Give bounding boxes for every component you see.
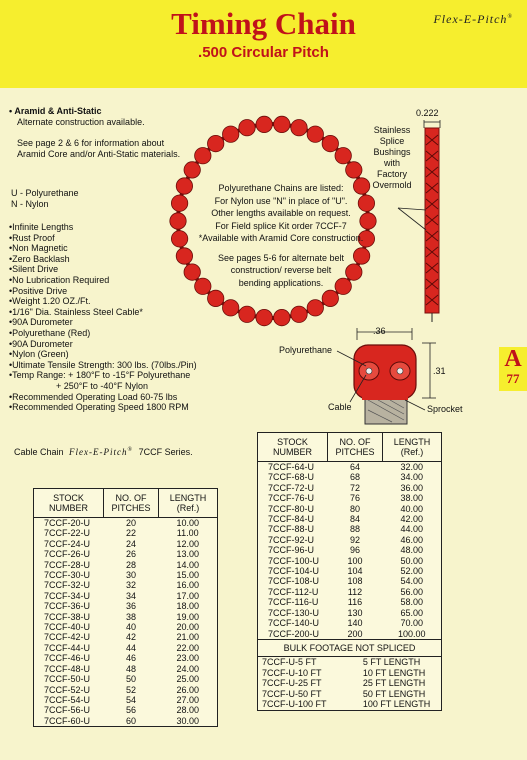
chain-pitch: [208, 290, 224, 306]
dim-height: .31: [433, 366, 446, 376]
length-cell: 100.00: [397, 628, 426, 639]
stock-number-cell: 7CCF-38-U: [44, 611, 91, 622]
pitches-cell: 84: [349, 514, 360, 525]
pitches-cell: 80: [349, 503, 360, 514]
length-cell: 34.00: [400, 472, 423, 483]
stock-number-cell: 7CCF-36-U: [44, 601, 91, 612]
pitches-cell: 52: [125, 684, 136, 695]
feature-item: • Zero Backlash: [9, 254, 197, 265]
chain-pitch: [184, 162, 200, 178]
ring-note-line: construction/ reverse belt: [230, 265, 332, 275]
stock-number-cell: 7CCF-20-U: [44, 518, 91, 528]
feature-item: • Positive Drive: [9, 286, 197, 297]
table-row: [258, 576, 441, 586]
chain-pitch: [170, 213, 186, 229]
chain-pitch: [239, 306, 255, 322]
feature-item: • 1/16" Dia. Stainless Steel Cable*: [9, 307, 197, 318]
stock-number-cell: 7CCF-44-U: [44, 642, 91, 653]
chain-pitch: [171, 231, 187, 247]
length-cell: 32.00: [400, 462, 423, 472]
pitches-cell: 60: [125, 715, 136, 726]
table-row: [258, 699, 441, 710]
chain-pitch: [274, 116, 290, 132]
table-row: [34, 601, 217, 611]
pitches-cell: 64: [349, 462, 360, 472]
pitches-cell: 20: [125, 518, 136, 528]
stock-number-cell: 7CCF-108-U: [268, 576, 320, 587]
stock-number-cell: 7CCF-100-U: [268, 555, 320, 566]
feature-item: • Infinite Lengths: [9, 222, 197, 233]
table-row: [34, 695, 217, 705]
stock-number-cell: 7CCF-64-U: [268, 462, 315, 472]
stock-number-cell: 7CCF-96-U: [268, 545, 315, 556]
stock-number-cell: 7CCF-88-U: [268, 524, 315, 535]
chain-pitch: [307, 126, 323, 142]
length-cell: 40.00: [400, 503, 423, 514]
stock-number-cell: 7CCF-116-U: [268, 597, 319, 608]
pitches-cell: 200: [347, 628, 363, 639]
pitches-cell: 26: [125, 549, 136, 560]
length-cell: 23.00: [176, 653, 199, 664]
table-row: [258, 535, 441, 545]
chain-pitch: [307, 300, 323, 316]
chain-pitch: [176, 178, 192, 194]
pitches-cell: 92: [349, 534, 360, 545]
table-row: [258, 524, 441, 534]
table-row: [34, 716, 217, 726]
feature-item: • Silent Drive: [9, 264, 197, 275]
pitches-cell: 104: [347, 566, 363, 577]
pitches-cell: 108: [347, 576, 363, 587]
table-row: [258, 545, 441, 555]
length-cell: 10.00: [176, 518, 199, 528]
pitches-cell: 76: [349, 493, 360, 504]
stock-number-cell: 7CCF-80-U: [268, 503, 315, 514]
stock-number-cell: 7CCF-68-U: [268, 472, 315, 483]
table-row: [34, 632, 217, 642]
see-page-line2: Aramid Core and/or Anti-Static materials.: [17, 149, 181, 159]
col-header-stock: STOCK NUMBER: [258, 433, 328, 462]
feature-item: • Ultimate Tensile Strength: 300 lbs. (70lbs./Pin): [9, 360, 197, 371]
feature-item: • Temp Range: + 180°F to -15°F Polyurethane: [9, 370, 197, 381]
feature-item: • Weight 1.20 OZ./Ft.: [9, 296, 197, 307]
pitches-cell: 56: [125, 705, 136, 716]
length-cell: 56.00: [400, 586, 423, 597]
splice-label: [364, 125, 420, 191]
legend-n: N - Nylon: [11, 199, 49, 209]
bulk-length-cell: 25 FT LENGTH: [362, 678, 426, 689]
ring-note-line: bending applications.: [238, 277, 324, 288]
stock-number-cell: 7CCF-72-U: [268, 482, 315, 493]
stock-table-left: [33, 488, 218, 727]
table-row: [34, 560, 217, 570]
length-cell: 42.00: [400, 514, 423, 525]
bulk-length-cell: 100 FT LENGTH: [362, 699, 431, 710]
pitches-cell: 34: [125, 590, 136, 601]
dim-width: .36: [373, 326, 386, 336]
stock-number-cell: 7CCF-84-U: [268, 514, 315, 525]
chain-pitch: [223, 126, 239, 142]
length-cell: 17.00: [176, 590, 199, 601]
pitches-cell: 112: [347, 586, 363, 597]
length-cell: 50.00: [400, 555, 423, 566]
aramid-text: Alternate construction available.: [17, 117, 145, 127]
length-cell: 70.00: [400, 618, 423, 629]
tab-number: 77: [506, 371, 520, 386]
cross-section-diagram: [337, 328, 436, 424]
stock-number-cell: 7CCF-112-U: [268, 586, 319, 597]
stock-number-cell: 7CCF-24-U: [44, 538, 91, 549]
table-row: [258, 597, 441, 607]
table-row: [258, 629, 441, 639]
length-cell: 22.00: [176, 642, 199, 653]
table-row: [258, 656, 441, 667]
bulk-length-cell: 50 FT LENGTH: [362, 688, 426, 699]
length-cell: 25.00: [176, 674, 199, 685]
table-row: [34, 570, 217, 580]
chain-pitch: [346, 162, 362, 178]
splice-dimension: 0.222: [416, 108, 439, 118]
table-row: [34, 591, 217, 601]
stock-number-cell: 7CCF-56-U: [44, 705, 91, 716]
feature-item: • Rust Proof: [9, 233, 197, 244]
ring-note-line: *Available with Aramid Core construction.: [198, 233, 364, 243]
pitches-cell: 88: [349, 524, 360, 535]
length-cell: 54.00: [400, 576, 423, 587]
stock-number-cell: 7CCF-48-U: [44, 663, 91, 674]
chain-pitch: [256, 309, 272, 325]
table-row: [34, 685, 217, 695]
feature-item: • Non Magnetic: [9, 243, 197, 254]
sprocket-label: Sprocket: [427, 404, 463, 414]
splice-label-line: Overmold: [372, 180, 412, 190]
ring-note-line: Other lengths available on request.: [211, 208, 351, 218]
feature-item: • Recommended Operating Load 60-75 lbs: [9, 392, 197, 403]
bulk-stock-cell: 7CCF-U-50 FT: [262, 688, 322, 699]
pitches-cell: 28: [125, 559, 136, 570]
splice-label-line: Bushings: [373, 147, 411, 157]
table-row: [258, 483, 441, 493]
see-page-line1: See page 2 & 6 for information about: [17, 138, 165, 148]
cable-label: Cable: [328, 402, 352, 412]
length-cell: 28.00: [176, 705, 199, 716]
length-cell: 21.00: [176, 632, 199, 643]
aramid-heading: • Aramid & Anti-Static: [9, 106, 102, 116]
length-cell: 18.00: [176, 601, 199, 612]
length-cell: 24.00: [176, 663, 199, 674]
stock-number-cell: 7CCF-30-U: [44, 570, 91, 581]
chain-pitch: [274, 309, 290, 325]
chain-pitch: [223, 300, 239, 316]
page-subtitle: .500 Circular Pitch: [198, 44, 329, 61]
legend-u: U - Polyurethane: [11, 188, 79, 198]
splice-label-line: Factory: [376, 169, 407, 179]
pitches-cell: 36: [125, 601, 136, 612]
pitches-cell: 30: [125, 570, 136, 581]
length-cell: 46.00: [400, 534, 423, 545]
registered-mark: ®: [127, 447, 134, 453]
table-row: [34, 622, 217, 632]
pitches-cell: 116: [347, 597, 363, 608]
length-cell: 65.00: [400, 607, 423, 618]
chain-pitch: [256, 116, 272, 132]
table-row: [34, 643, 217, 653]
bulk-heading: BULK FOOTAGE NOT SPLICED: [258, 639, 441, 656]
length-cell: 30.00: [176, 715, 199, 726]
length-cell: 12.00: [176, 538, 199, 549]
pitches-cell: 140: [347, 618, 363, 629]
length-cell: 44.00: [400, 524, 423, 535]
stock-number-cell: 7CCF-104-U: [268, 566, 320, 577]
pitches-cell: 72: [349, 482, 360, 493]
pitches-cell: 22: [125, 528, 136, 539]
cable-chain-brand-name: Flex-E-Pitch: [69, 447, 128, 457]
pitches-cell: 24: [125, 538, 136, 549]
length-cell: 20.00: [176, 622, 199, 633]
table-row: [258, 608, 441, 618]
table-row: [258, 472, 441, 482]
stock-number-cell: 7CCF-130-U: [268, 607, 320, 618]
cable-chain-brand: [69, 447, 133, 457]
stock-number-cell: 7CCF-52-U: [44, 684, 91, 695]
table-row: [258, 462, 441, 473]
pitches-cell: 40: [125, 622, 136, 633]
bulk-stock-cell: 7CCF-U-25 FT: [262, 678, 322, 689]
length-cell: 16.00: [176, 580, 199, 591]
brand-name: Flex-E-Pitch: [433, 12, 508, 26]
table-row: [258, 493, 441, 503]
ring-note-line: Polyurethane Chains are listed:: [218, 183, 344, 193]
col-header-length: LENGTH (Ref.): [382, 433, 441, 462]
pitches-cell: 32: [125, 580, 136, 591]
col-header-length: LENGTH (Ref.): [158, 489, 217, 518]
polyurethane-label: Polyurethane: [279, 345, 333, 355]
table-row: [258, 566, 441, 576]
stock-number-cell: 7CCF-46-U: [44, 653, 91, 664]
cable-chain-caption: [14, 445, 193, 458]
feature-item: • Nylon (Green): [9, 349, 197, 360]
table-row: [258, 504, 441, 514]
stock-number-cell: 7CCF-32-U: [44, 580, 91, 591]
table-row: [34, 664, 217, 674]
stock-table-right: [257, 432, 442, 711]
splice-label-line: with: [383, 158, 400, 168]
splice-label-line: Splice: [379, 136, 405, 146]
pitches-cell: 44: [125, 642, 136, 653]
ring-note-line: See pages 5-6 for alternate belt: [217, 252, 345, 263]
chain-pitch: [322, 135, 338, 151]
temp-range-nylon: + 250°F to -40°F Nylon: [56, 380, 148, 391]
bulk-stock-cell: 7CCF-U-100 FT: [262, 699, 327, 710]
table-row: [258, 556, 441, 566]
length-cell: 11.00: [176, 528, 199, 539]
length-cell: 38.00: [400, 493, 423, 504]
table-row: [258, 618, 441, 628]
length-cell: 26.00: [176, 684, 199, 695]
table-row: [34, 528, 217, 538]
stock-number-cell: 7CCF-42-U: [44, 632, 91, 643]
length-cell: 58.00: [400, 597, 423, 608]
feature-item: • No Lubrication Required: [9, 275, 197, 286]
length-cell: 27.00: [176, 694, 199, 705]
table-row: [258, 689, 441, 700]
pitches-cell: 48: [125, 663, 136, 674]
stock-number-cell: 7CCF-34-U: [44, 590, 91, 601]
pitches-cell: 96: [349, 545, 360, 556]
pitches-cell: 54: [125, 694, 136, 705]
bulk-length-cell: 10 FT LENGTH: [362, 667, 426, 678]
stock-number-cell: 7CCF-50-U: [44, 674, 91, 685]
cable-chain-suffix: 7CCF Series.: [138, 447, 193, 457]
bulk-stock-cell: 7CCF-U-10 FT: [262, 667, 322, 678]
length-cell: 52.00: [400, 566, 423, 577]
table-row: [34, 612, 217, 622]
length-cell: 15.00: [176, 570, 199, 581]
chain-pitch: [322, 290, 338, 306]
pitches-cell: 38: [125, 611, 136, 622]
table-row: [258, 668, 441, 679]
registered-mark: ®: [507, 14, 513, 20]
bulk-length-cell: 5 FT LENGTH: [362, 656, 421, 667]
table-row: [34, 580, 217, 590]
col-header-pitches: NO. OF PITCHES: [328, 433, 383, 462]
ring-note-line: For Nylon use "N" in place of "U".: [214, 195, 348, 206]
stock-number-cell: 7CCF-40-U: [44, 622, 91, 633]
chain-pitch: [195, 148, 211, 164]
stock-number-cell: 7CCF-22-U: [44, 528, 91, 539]
pitches-cell: 130: [347, 607, 363, 618]
chain-pitch: [171, 195, 187, 211]
col-header-pitches: NO. OF PITCHES: [104, 489, 159, 518]
feature-item: • 90A Durometer: [9, 339, 197, 350]
ring-note-line: For Field splice Kit order 7CCF-7: [215, 220, 347, 231]
page-tab: [499, 347, 527, 391]
stock-number-cell: 7CCF-140-U: [268, 618, 320, 629]
stock-number-cell: 7CCF-54-U: [44, 694, 91, 705]
length-cell: 13.00: [176, 549, 199, 560]
pitches-cell: 68: [349, 472, 360, 483]
table-row: [34, 549, 217, 559]
pitches-cell: 50: [125, 674, 136, 685]
cable-chain-prefix: Cable Chain: [14, 447, 64, 457]
stock-number-cell: 7CCF-60-U: [44, 715, 91, 726]
chain-pitch: [176, 248, 192, 264]
table-row: [34, 705, 217, 715]
feature-item: • 90A Durometer: [9, 317, 197, 328]
chain-pitch: [239, 120, 255, 136]
bulk-stock-cell: 7CCF-U-5 FT: [262, 656, 317, 667]
pitches-cell: 46: [125, 653, 136, 664]
table-row: [258, 587, 441, 597]
table-row: [34, 674, 217, 684]
pitches-cell: 42: [125, 632, 136, 643]
chain-pitch: [291, 306, 307, 322]
length-cell: 48.00: [400, 545, 423, 556]
chain-pitch: [335, 148, 351, 164]
feature-item: • Recommended Operating Speed 1800 RPM: [9, 402, 197, 413]
table-row: [34, 539, 217, 549]
col-header-stock: STOCK NUMBER: [34, 489, 104, 518]
feature-item: • Polyurethane (Red): [9, 328, 197, 339]
length-cell: 14.00: [176, 559, 199, 570]
ring-notes: [196, 182, 366, 289]
stock-number-cell: 7CCF-92-U: [268, 534, 315, 545]
chain-pitch: [208, 135, 224, 151]
chain-pitch: [291, 120, 307, 136]
table-row: [258, 678, 441, 689]
page-title: Timing Chain: [171, 6, 356, 41]
stock-number-cell: 7CCF-28-U: [44, 559, 91, 570]
pitches-cell: 100: [347, 555, 363, 566]
table-row: [258, 514, 441, 524]
length-cell: 36.00: [400, 482, 423, 493]
table-row: [34, 518, 217, 529]
splice-label-line: Stainless: [373, 125, 411, 135]
stock-number-cell: 7CCF-26-U: [44, 549, 91, 560]
tab-letter: A: [504, 346, 522, 372]
length-cell: 19.00: [176, 611, 199, 622]
table-row: [34, 653, 217, 663]
stock-number-cell: 7CCF-76-U: [268, 493, 315, 504]
stock-number-cell: 7CCF-200-U: [268, 628, 320, 639]
